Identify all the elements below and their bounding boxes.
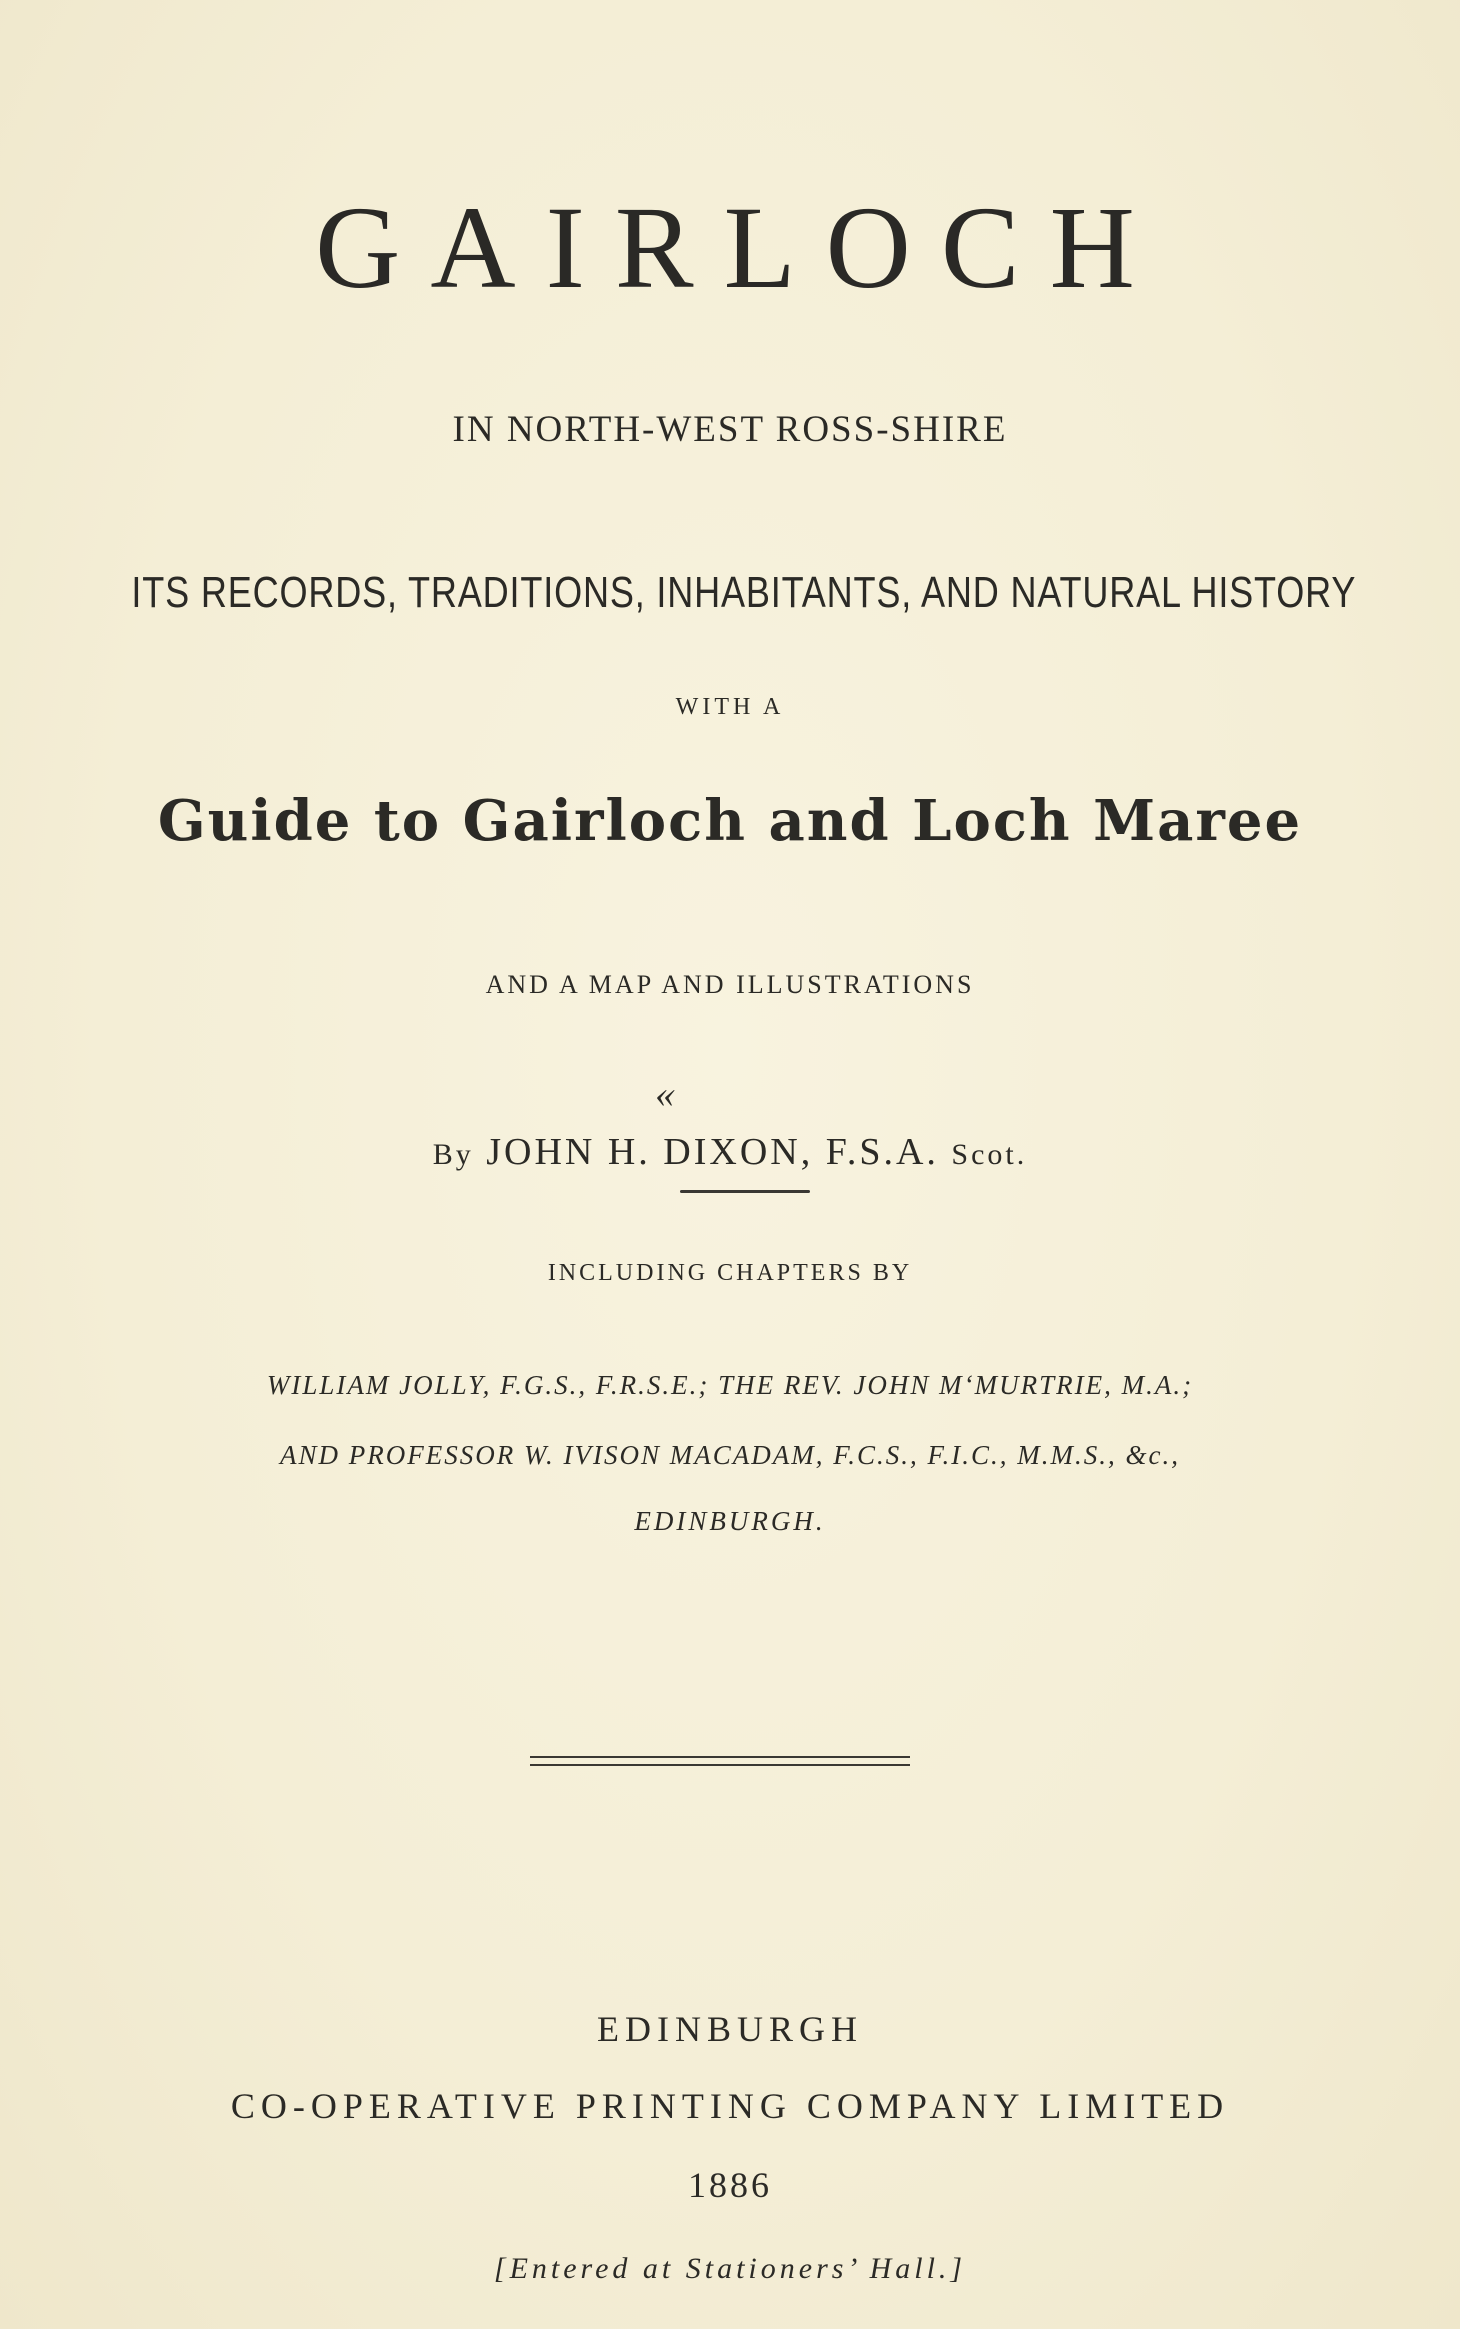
double-rule-divider xyxy=(530,1756,910,1766)
imprint-entered-note: [Entered at Stationers’ Hall.] xyxy=(493,2252,967,2285)
author-scot: Scot. xyxy=(951,1138,1028,1171)
author-underline xyxy=(680,1190,810,1193)
imprint-city: EDINBURGH xyxy=(597,2009,863,2049)
author-by: By xyxy=(432,1138,474,1171)
contributors-line-2: AND PROFESSOR W. IVISON MACADAM, F.C.S., F.I.C., M.M.S., &c., xyxy=(280,1440,1180,1470)
imprint-year: 1886 xyxy=(688,2165,772,2205)
guide-heading: Guide to Gairloch and Loch Maree xyxy=(157,788,1303,854)
including-chapters-text: INCLUDING CHAPTERS BY xyxy=(547,1260,913,1286)
contributors-line-3: EDINBURGH. xyxy=(634,1506,826,1536)
author-name: JOHN H. DIXON, F.S.A. xyxy=(486,1131,939,1173)
map-illustrations-text: AND A MAP AND ILLUSTRATIONS xyxy=(485,970,975,999)
with-a-text: WITH A xyxy=(675,694,785,720)
imprint-publisher: CO-OPERATIVE PRINTING COMPANY LIMITED xyxy=(230,2086,1230,2126)
book-title: GAIRLOCH xyxy=(315,182,1165,313)
book-description: ITS RECORDS, TRADITIONS, INHABITANTS, AND NATURAL HISTORY xyxy=(131,568,1357,617)
ink-mark: « xyxy=(655,1071,675,1116)
author-line xyxy=(0,1130,1460,1174)
contributors-line-1: WILLIAM JOLLY, F.G.S., F.R.S.E.; THE REV. JOHN M‘MURTRIE, M.A.; xyxy=(266,1370,1194,1400)
book-subtitle: IN NORTH-WEST ROSS-SHIRE xyxy=(452,409,1008,450)
